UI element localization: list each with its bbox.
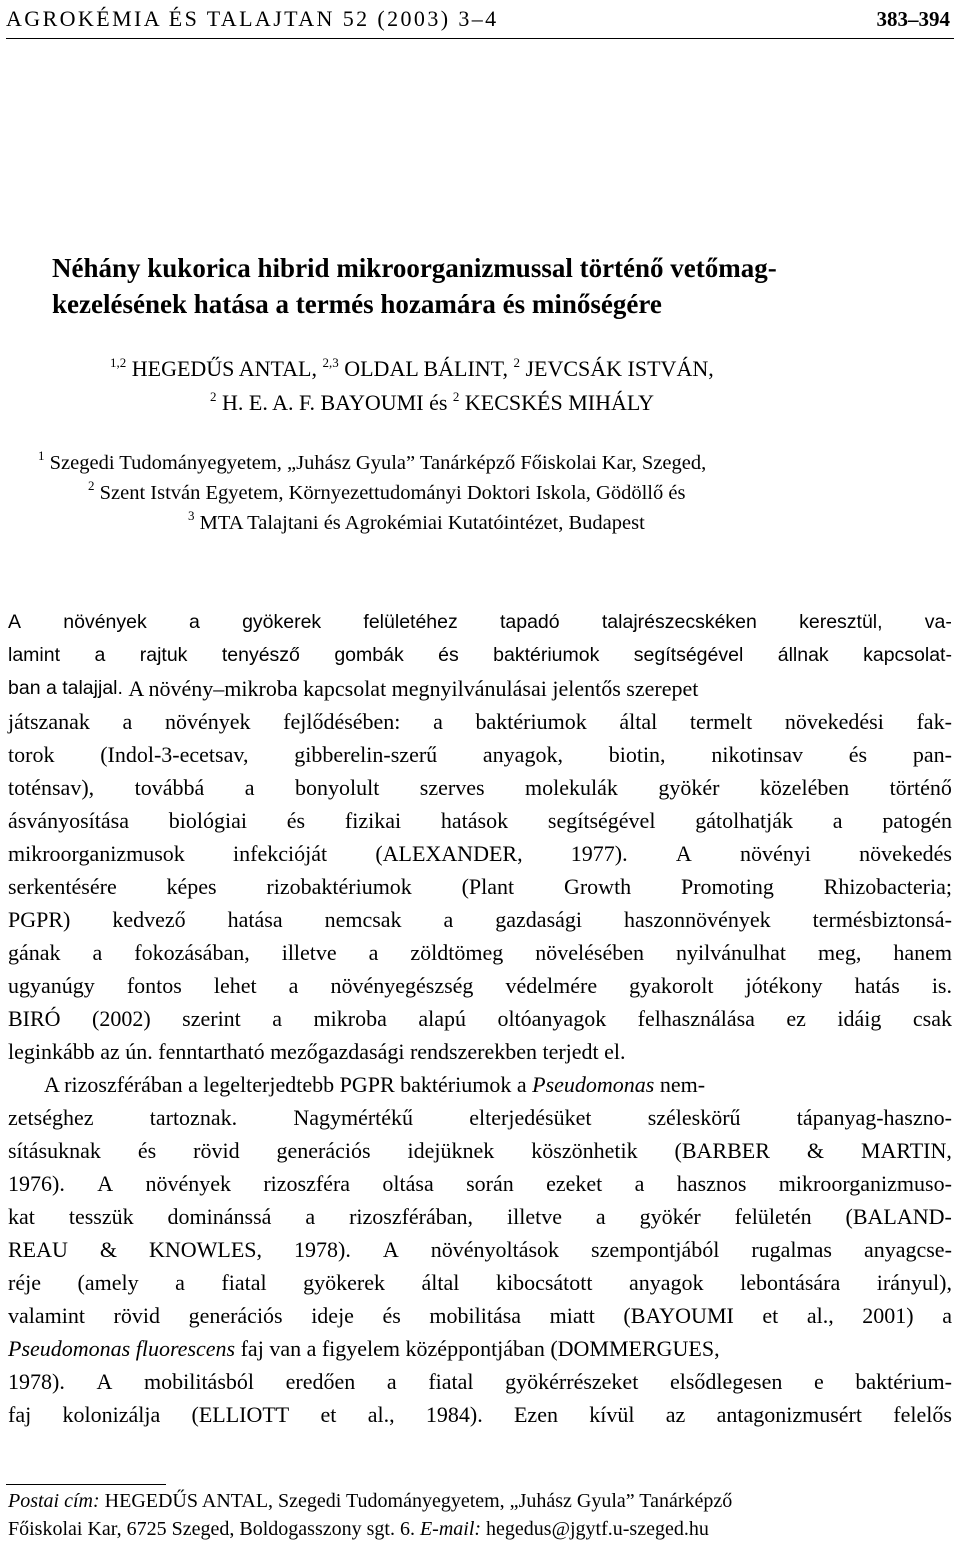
- affiliation-mark: 3: [188, 508, 195, 523]
- word: PGPR): [8, 907, 71, 932]
- word: anyagok,: [482, 742, 563, 767]
- body-line: [8, 672, 952, 705]
- word: felhasználása: [637, 1006, 755, 1031]
- word: KNOWLES,: [148, 1237, 263, 1262]
- word: lehet: [213, 973, 257, 998]
- word: növelésében: [535, 940, 645, 965]
- word: a: [272, 1006, 283, 1031]
- word: et: [320, 1402, 337, 1427]
- word: Ezen: [513, 1402, 558, 1427]
- word: dominánssá: [167, 1204, 272, 1229]
- taxon-name: Pseudomonas fluorescens: [8, 1336, 236, 1361]
- word: anyagok: [629, 1270, 704, 1295]
- word: termésbiztonsá-: [812, 907, 952, 932]
- body-line: [8, 1332, 952, 1365]
- word: patogén: [882, 808, 952, 833]
- author-name: KECSKÉS MIHÁLY: [459, 390, 654, 415]
- word: idejüknek: [407, 1138, 495, 1163]
- word: hanem: [893, 940, 952, 965]
- word: infekcióját: [233, 841, 328, 866]
- affiliation-text: MTA Talajtani és Agrokémiai Kutatóintézet, Budapest: [194, 512, 645, 534]
- word: A: [675, 841, 692, 866]
- word: 1978).: [8, 1369, 65, 1394]
- word: pan-: [912, 742, 952, 767]
- word: és: [137, 1138, 157, 1163]
- word: hasznos: [676, 1171, 747, 1196]
- body-fragment: ban a talajjal.: [8, 677, 129, 699]
- word: szerint: [182, 1006, 241, 1031]
- body-fragment: A növény–mikroba kapcsolat megnyilvánulásai jelentős szerepet: [128, 676, 699, 701]
- word: termelt: [689, 709, 753, 734]
- word: a: [386, 1369, 397, 1394]
- affiliation-1: [38, 448, 706, 478]
- word: A: [97, 1171, 114, 1196]
- word: mikroba: [313, 1006, 387, 1031]
- word: REAU: [8, 1237, 68, 1262]
- word: és: [382, 1303, 401, 1328]
- body-line: [8, 1266, 952, 1299]
- word: valamint: [8, 1303, 85, 1328]
- word: 1977).: [570, 841, 628, 866]
- word: tapadó: [499, 611, 560, 633]
- word: baktériumok: [493, 644, 600, 666]
- word: oltása: [382, 1171, 434, 1196]
- word: biotin,: [608, 742, 666, 767]
- body-fragment-wrap: [128, 672, 952, 705]
- body-line: [8, 771, 952, 804]
- word: toténsav),: [8, 775, 95, 800]
- word: növényegészség: [330, 973, 474, 998]
- word: fokozásában,: [134, 940, 250, 965]
- word: kívül: [589, 1402, 635, 1427]
- word: rövid: [193, 1138, 240, 1163]
- body-line: [8, 1398, 952, 1431]
- word: (BAYOUMI: [623, 1303, 734, 1328]
- body-line: [8, 1002, 952, 1035]
- word: során: [466, 1171, 514, 1196]
- body-line: [8, 639, 952, 672]
- word: (2002): [92, 1006, 151, 1031]
- body-line: [8, 1134, 952, 1167]
- body-line: [8, 1299, 952, 1332]
- word: hatások: [440, 808, 509, 833]
- word: tenyésző: [221, 644, 300, 666]
- word: miatt: [549, 1303, 595, 1328]
- body-line: [8, 738, 952, 771]
- word: (ELLIOTT: [191, 1402, 290, 1427]
- author-affil-mark: 2: [513, 355, 520, 370]
- word: kedvező: [112, 907, 186, 932]
- word: A: [382, 1237, 399, 1262]
- author-name: HEGEDŰS ANTAL,: [126, 356, 323, 381]
- word: molekulák: [525, 775, 618, 800]
- word: a: [175, 1270, 185, 1295]
- word: (ALEXANDER,: [375, 841, 523, 866]
- word: al.,: [367, 1402, 395, 1427]
- body-line: [8, 1167, 952, 1200]
- word: réje: [8, 1270, 41, 1295]
- footnote-separator: [6, 1484, 166, 1485]
- word: a: [832, 808, 843, 833]
- affiliations: [38, 448, 706, 538]
- word: 1976).: [8, 1171, 65, 1196]
- footnote-line-1: [8, 1487, 952, 1515]
- word: mobilitásból: [144, 1369, 254, 1394]
- word: gyökérrészeket: [505, 1369, 639, 1394]
- body-fragment: faj van a figyelem középpontjában (DOMMERGUES,: [235, 1336, 720, 1361]
- author-list: [110, 352, 714, 420]
- word: oltóanyagok: [497, 1006, 607, 1031]
- body-fragment: nem-: [654, 1072, 706, 1097]
- body-line: [8, 1068, 952, 1101]
- word: lamint: [8, 644, 61, 666]
- word: eredően: [285, 1369, 356, 1394]
- body-line: [8, 837, 952, 870]
- word: a: [942, 1303, 952, 1328]
- word: tápanyag-haszno-: [796, 1105, 952, 1130]
- word: mikroorganizmusok: [8, 841, 185, 866]
- word: és: [286, 808, 306, 833]
- word: BIRÓ: [8, 1006, 61, 1031]
- word: képes: [166, 874, 217, 899]
- word: növényoltások: [430, 1237, 560, 1262]
- affiliation-3: [38, 508, 706, 538]
- word: MARTIN,: [860, 1138, 952, 1163]
- word: növények: [63, 611, 147, 633]
- word: gyökerek: [303, 1270, 386, 1295]
- word: nyilvánulhat: [676, 940, 786, 965]
- word: segítségével: [547, 808, 656, 833]
- body-text: [8, 606, 952, 1431]
- title-line-1: Néhány kukorica hibrid mikroorganizmussal történő vetőmag-: [52, 253, 777, 283]
- word: növekedési: [784, 709, 884, 734]
- author-name: JEVCSÁK ISTVÁN,: [519, 356, 714, 381]
- word: gának: [8, 940, 61, 965]
- word: fiatal: [221, 1270, 267, 1295]
- footnote-line-2: [8, 1515, 952, 1543]
- word: növények: [164, 709, 251, 734]
- word: szempontjából: [591, 1237, 720, 1262]
- author-affil-mark: 2: [210, 389, 217, 404]
- word: által: [619, 709, 658, 734]
- word: ezeket: [546, 1171, 603, 1196]
- author-affil-mark: 2: [452, 389, 460, 404]
- word: Rhizobacteria;: [823, 874, 952, 899]
- article-title: [52, 250, 777, 322]
- word: zöldtömeg: [410, 940, 504, 965]
- affiliation-mark: 1: [38, 448, 45, 463]
- word: nemcsak: [324, 907, 402, 932]
- word: torok: [8, 742, 55, 767]
- word: tartoznak.: [149, 1105, 238, 1130]
- body-line: [8, 936, 952, 969]
- word: ez: [786, 1006, 806, 1031]
- word: állnak: [777, 644, 829, 666]
- word: a: [595, 1204, 606, 1229]
- word: növekedés: [859, 841, 952, 866]
- title-line-2: kezelésének hatása a termés hozamára és minőségére: [52, 289, 662, 319]
- word: hatás: [854, 973, 900, 998]
- word: Promoting: [680, 874, 774, 899]
- page-range: 383–394: [876, 7, 950, 31]
- word: fejlődésében:: [283, 709, 401, 734]
- word: is.: [931, 973, 952, 998]
- word: széleskörű: [647, 1105, 741, 1130]
- word: meg,: [817, 940, 862, 965]
- word: a: [634, 1171, 645, 1196]
- word: gazdasági: [495, 907, 583, 932]
- word: történő: [889, 775, 952, 800]
- word: 2001): [862, 1303, 914, 1328]
- affiliation-text: Szent István Egyetem, Környezettudományi Doktori Iskola, Gödöllő és: [94, 482, 686, 504]
- word: baktériumok: [475, 709, 587, 734]
- word: mikroorganizmuso-: [778, 1171, 952, 1196]
- body-line: [8, 870, 952, 903]
- word: (BARBER: [674, 1138, 770, 1163]
- affiliation-2: [38, 478, 706, 508]
- word: sításuknak: [8, 1138, 101, 1163]
- word: serkentésére: [8, 874, 117, 899]
- affiliation-text: Szegedi Tudományegyetem, „Juhász Gyula” Tanárképző Főiskolai Kar, Szeged,: [44, 452, 707, 474]
- word: gátolhatják: [695, 808, 793, 833]
- word: felelős: [893, 1402, 952, 1427]
- word: rugalmas: [751, 1237, 832, 1262]
- word: talajrészecskéken: [601, 611, 757, 633]
- postal-label: Postai cím:: [8, 1490, 100, 1512]
- word: nikotinsav: [711, 742, 803, 767]
- word: gyökér: [658, 775, 720, 800]
- taxon-name: Pseudomonas: [532, 1072, 655, 1097]
- authors-line-2: [110, 386, 714, 420]
- word: (amely: [77, 1270, 139, 1295]
- word: gyökér: [639, 1204, 701, 1229]
- word: A: [8, 611, 22, 633]
- email-address: hegedus@jgytf.u-szeged.hu: [481, 1518, 709, 1540]
- word: generációs: [188, 1303, 283, 1328]
- word: rizoszféra: [263, 1171, 351, 1196]
- body-line: [8, 1233, 952, 1266]
- word: gibberelin-szerű: [294, 742, 438, 767]
- word: növények: [145, 1171, 231, 1196]
- author-affil-mark: 2,3: [322, 355, 339, 370]
- word: &: [99, 1237, 117, 1262]
- word: 1978).: [294, 1237, 351, 1262]
- word: kibocsátott: [495, 1270, 593, 1295]
- word: fiatal: [428, 1369, 474, 1394]
- word: a: [288, 973, 299, 998]
- postal-address: HEGEDŰS ANTAL, Szegedi Tudományegyetem, „Juhász Gyula” Tanárképző: [99, 1490, 733, 1512]
- word: antagonizmusért: [716, 1402, 862, 1427]
- word: bonyolult: [294, 775, 380, 800]
- postal-address: Főiskolai Kar, 6725 Szeged, Boldogasszony sgt. 6.: [8, 1518, 420, 1540]
- word: által: [421, 1270, 460, 1295]
- word: biológiai: [168, 808, 247, 833]
- body-line: [8, 903, 952, 936]
- word: anyagcse-: [863, 1237, 952, 1262]
- word: gyökerek: [242, 611, 322, 633]
- word: rajtuk: [139, 644, 188, 666]
- word: baktérium-: [855, 1369, 952, 1394]
- word: mobilitása: [429, 1303, 522, 1328]
- word: lebontására: [740, 1270, 841, 1295]
- word: a: [305, 1204, 316, 1229]
- word: közelében: [759, 775, 850, 800]
- word: a: [368, 940, 379, 965]
- word: segítségével: [633, 644, 744, 666]
- body-line: [8, 969, 952, 1002]
- body-line: [8, 804, 952, 837]
- footnote: [8, 1487, 952, 1543]
- running-header: [6, 4, 954, 39]
- body-line: leginkább az ún. fenntartható mezőgazdasági rendszerekben terjedt el.: [8, 1039, 626, 1064]
- word: tesszük: [68, 1204, 134, 1229]
- word: csak: [912, 1006, 952, 1031]
- word: szerves: [419, 775, 485, 800]
- word: továbbá: [134, 775, 205, 800]
- word: rizobaktériumok: [266, 874, 412, 899]
- word: zetséghez: [8, 1105, 94, 1130]
- word: kolonizálja: [62, 1402, 161, 1427]
- body-line: [8, 606, 952, 639]
- word: Growth: [563, 874, 632, 899]
- body-line: [8, 705, 952, 738]
- word: növényi: [739, 841, 811, 866]
- word: ugyanúgy: [8, 973, 95, 998]
- word: fak-: [916, 709, 952, 734]
- author-affil-mark: 1,2: [110, 355, 127, 370]
- word: kapcsolat-: [863, 644, 952, 666]
- word: és: [438, 644, 459, 666]
- word: a: [433, 709, 443, 734]
- word: köszönhetik: [531, 1138, 638, 1163]
- word: jótékony: [745, 973, 823, 998]
- word: idáig: [837, 1006, 882, 1031]
- word: az: [665, 1402, 686, 1427]
- word: (Indol-3-ecetsav,: [100, 742, 249, 767]
- body-line: [8, 1365, 952, 1398]
- word: elsődlegesen: [669, 1369, 783, 1394]
- word: illetve: [281, 940, 337, 965]
- word: al.,: [806, 1303, 834, 1328]
- word: fizikai: [344, 808, 402, 833]
- word: a: [94, 644, 106, 666]
- word: rövid: [113, 1303, 160, 1328]
- word: (Plant: [461, 874, 515, 899]
- author-name: H. E. A. F. BAYOUMI és: [216, 390, 453, 415]
- email-label: E-mail:: [419, 1518, 482, 1540]
- word: fontos: [126, 973, 182, 998]
- word: e: [814, 1369, 824, 1394]
- word: a: [443, 907, 454, 932]
- author-name: OLDAL BÁLINT,: [338, 356, 514, 381]
- word: 1984).: [425, 1402, 483, 1427]
- word: &: [806, 1138, 824, 1163]
- word: Nagymértékű: [293, 1105, 414, 1130]
- authors-line-1: [110, 352, 714, 386]
- word: generációs: [276, 1138, 371, 1163]
- word: a: [92, 940, 103, 965]
- body-line: [8, 1200, 952, 1233]
- word: a: [244, 775, 255, 800]
- word: alapú: [418, 1006, 466, 1031]
- word: a: [122, 709, 133, 734]
- word: haszonnövények: [624, 907, 771, 932]
- word: elterjedésüket: [469, 1105, 592, 1130]
- word: ásványosítása: [8, 808, 129, 833]
- word: felületéhez: [363, 611, 458, 633]
- word: és: [848, 742, 868, 767]
- word: A: [96, 1369, 113, 1394]
- body-line: [8, 1101, 952, 1134]
- word: (BALAND-: [845, 1204, 952, 1229]
- word: ideje: [311, 1303, 354, 1328]
- word: et: [762, 1303, 779, 1328]
- affiliation-mark: 2: [88, 478, 95, 493]
- word: irányul),: [876, 1270, 952, 1295]
- body-fragment: A rizoszférában a legelterjedtebb PGPR baktériumok a: [44, 1072, 533, 1097]
- word: a: [188, 611, 200, 633]
- word: hatása: [227, 907, 283, 932]
- word: gombák: [334, 644, 404, 666]
- word: felületén: [734, 1204, 812, 1229]
- word: keresztül,: [799, 611, 883, 633]
- word: kat: [8, 1204, 35, 1229]
- word: faj: [8, 1402, 32, 1427]
- word: védelmére: [505, 973, 598, 998]
- journal-citation: AGROKÉMIA ÉS TALAJTAN 52 (2003) 3–4: [6, 6, 499, 31]
- word: va-: [924, 611, 952, 633]
- word: gyakorolt: [629, 973, 714, 998]
- word: rizoszférában,: [349, 1204, 474, 1229]
- word: játszanak: [8, 709, 90, 734]
- word: illetve: [506, 1204, 562, 1229]
